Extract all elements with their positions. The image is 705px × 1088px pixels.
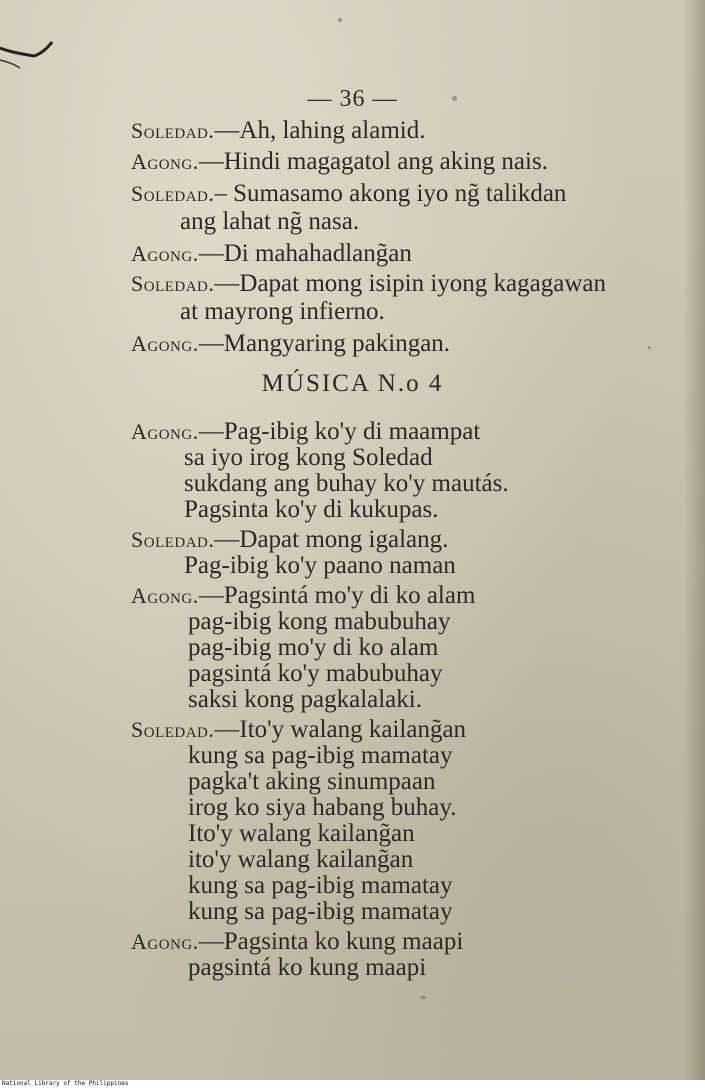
lyric-line-19 bbox=[188, 898, 453, 926]
line-text: —Dapat mong isipin iyong kagagawan bbox=[214, 270, 606, 297]
line-text: kung sa pag-ibig mamatay bbox=[188, 872, 453, 899]
lyric-line-20 bbox=[131, 928, 463, 956]
paper-speck bbox=[338, 18, 342, 22]
dialogue-line-2 bbox=[131, 148, 548, 176]
lyric-line-5 bbox=[131, 526, 448, 554]
speaker-name: Agong. bbox=[131, 929, 199, 954]
line-text: – Sumasamo akong iyo ng̃ talikdan bbox=[214, 180, 567, 207]
lyric-line-2 bbox=[184, 444, 433, 472]
dialogue-line-4 bbox=[180, 208, 359, 236]
lyric-line-4 bbox=[184, 496, 439, 524]
lyric-line-21 bbox=[188, 954, 426, 982]
dialogue-line-1 bbox=[131, 117, 425, 145]
line-text: pagsintá ko kung maapi bbox=[188, 954, 427, 981]
paper-speck bbox=[420, 996, 426, 999]
line-text: —Dapat mong igalang. bbox=[214, 526, 449, 553]
line-text: saksi kong pagkalalaki. bbox=[188, 686, 422, 713]
speaker-name: Agong. bbox=[131, 241, 199, 266]
line-text: pagka't aking sinumpaan bbox=[188, 768, 436, 795]
line-text: —Hindi magagatol ang aking nais. bbox=[198, 148, 548, 175]
line-text: ang lahat ng̃ nasa. bbox=[180, 208, 360, 235]
paper-speck bbox=[452, 96, 457, 101]
line-text: at mayrong infierno. bbox=[180, 298, 385, 325]
ink-mark-icon bbox=[0, 34, 60, 74]
line-text: sukdang ang buhay ko'y mautás. bbox=[184, 470, 509, 497]
speaker-name: Agong. bbox=[131, 419, 199, 444]
line-text: irog ko siya habang buhay. bbox=[188, 794, 457, 821]
line-text: Pag-ibig ko'y paano naman bbox=[184, 552, 456, 579]
line-text: kung sa pag-ibig mamatay bbox=[188, 742, 453, 769]
line-text: —Pag-ibig ko'y di maampat bbox=[198, 418, 481, 445]
line-text: —Pagsintá mo'y di ko alam bbox=[198, 582, 476, 609]
speaker-name: Agong. bbox=[131, 149, 199, 174]
lyric-line-17 bbox=[188, 846, 413, 874]
line-text: ito'y walang kailang̃an bbox=[188, 846, 414, 873]
line-text: pag-ibig mo'y di ko alam bbox=[188, 634, 439, 661]
line-text: pagsintá ko'y mabubuhay bbox=[188, 660, 443, 687]
lyric-line-10 bbox=[188, 660, 442, 688]
lyric-line-18 bbox=[188, 872, 453, 900]
lyric-line-9 bbox=[188, 634, 438, 662]
speaker-name: Agong. bbox=[131, 583, 199, 608]
page-number: — 36 — bbox=[307, 86, 398, 112]
speaker-name: Soledad. bbox=[131, 181, 215, 206]
line-text: —Pagsinta ko kung maapi bbox=[198, 928, 464, 955]
page-edge-shadow bbox=[683, 0, 705, 1080]
line-text: sa iyo irog kong Soledad bbox=[184, 444, 433, 471]
paper-speck bbox=[648, 346, 651, 349]
line-text: —Ah, lahing alamid. bbox=[214, 117, 426, 144]
lyric-line-3 bbox=[184, 470, 509, 498]
dialogue-line-7 bbox=[180, 298, 385, 326]
speaker-name: Agong. bbox=[131, 331, 199, 356]
line-text: pag-ibig kong mabubuhay bbox=[188, 608, 451, 635]
line-text: Pagsinta ko'y di kukupas. bbox=[184, 496, 439, 523]
section-heading: MÚSICA N.o 4 bbox=[261, 370, 444, 397]
lyric-line-15 bbox=[188, 794, 456, 822]
lyric-line-7 bbox=[131, 582, 475, 610]
lyric-line-16 bbox=[188, 820, 415, 848]
line-text: kung sa pag-ibig mamatay bbox=[188, 898, 453, 925]
lyric-line-12 bbox=[131, 716, 466, 744]
line-text: —Di mahahadlang̃an bbox=[198, 240, 412, 267]
line-text: —Mangyaring pakingan. bbox=[198, 330, 451, 357]
dialogue-line-3 bbox=[131, 180, 566, 208]
lyric-line-1 bbox=[131, 418, 480, 446]
line-text: Ito'y walang kailang̃an bbox=[188, 820, 415, 847]
lyric-line-11 bbox=[188, 686, 422, 714]
lyric-line-8 bbox=[188, 608, 450, 636]
speaker-name: Soledad. bbox=[131, 271, 215, 296]
footer-credit: National Library of the Philippines bbox=[2, 1080, 129, 1087]
line-text: —Ito'y walang kailang̃an bbox=[214, 716, 467, 743]
lyric-line-13 bbox=[188, 742, 453, 770]
dialogue-line-6 bbox=[131, 270, 606, 298]
lyric-line-14 bbox=[188, 768, 436, 796]
speaker-name: Soledad. bbox=[131, 527, 215, 552]
speaker-name: Soledad. bbox=[131, 118, 215, 143]
dialogue-line-5 bbox=[131, 240, 412, 268]
speaker-name: Soledad. bbox=[131, 717, 215, 742]
dialogue-line-8 bbox=[131, 330, 450, 358]
lyric-line-6 bbox=[184, 552, 456, 580]
